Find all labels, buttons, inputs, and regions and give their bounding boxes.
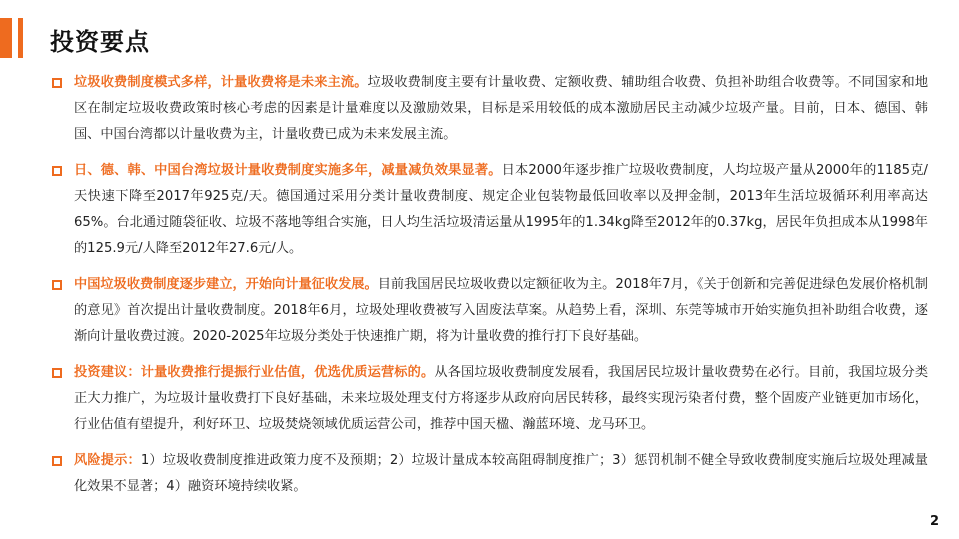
bullet-headline: 日、德、韩、中国台湾垃圾计量收费制度实施多年，减量减负效果显著。 [74,163,502,178]
bullet-headline: 垃圾收费制度模式多样，计量收费将是未来主流。 [74,75,368,90]
square-bullet-icon [52,78,62,88]
page-number: 2 [929,514,939,529]
bullet-item-investment-advice [48,360,928,438]
bullet-item-china-progress [48,272,928,350]
title-accent-bar-thin [18,18,23,58]
square-bullet-icon [52,368,62,378]
square-bullet-icon [52,280,62,290]
bullet-body: 垃圾收费制度主要有计量收费、定额收费、辅助组合收费、负担补助组合收费等。不同国家和地区在制定垃圾收费政策时核心考虑的因素是计量难度以及激励效果，目标是采用较低的成本激励居民主动减少垃圾产量。目前，日本、德国、韩国、中国台湾都以计量收费为主，计量收费已成为未来发展主流。 [74,75,929,142]
bullet-item-fee-models [48,70,928,148]
square-bullet-icon [52,166,62,176]
bullet-item-international-experience [48,158,928,262]
key-points-list [48,70,928,510]
bullet-headline: 中国垃圾收费制度逐步建立，开始向计量征收发展。 [74,277,378,292]
title-accent-bar [0,18,12,58]
bullet-body: 1）垃圾收费制度推进政策力度不及预期；2）垃圾计量成本较高阻碍制度推广；3）惩罚机制不健全导致收费制度实施后垃圾处理减量化效果不显著；4）融资环境持续收紧。 [74,453,928,494]
bullet-body: 从各国垃圾收费制度发展看，我国居民垃圾计量收费势在必行。目前，我国垃圾分类正大力推广，为垃圾计量收费打下良好基础，未来垃圾处理支付方将逐步从政府向居民转移，最终实现污染者付费，整个固废产业链更加市场化，行业估值有望提升，利好环卫、垃圾焚烧领域优质运营公司，推荐中国天楹、瀚蓝环境、龙马环卫。 [74,365,929,432]
square-bullet-icon [52,456,62,466]
page-title: 投资要点 [50,28,150,56]
bullet-headline: 风险提示： [74,453,141,468]
bullet-body: 日本2000年逐步推广垃圾收费制度，人均垃圾产量从2000年的1185克/天快速下降至2017年925克/天。德国通过采用分类计量收费制度、规定企业包装物最低回收率以及押金制，2013年生活垃圾循环利用率高达65%。台北通过随袋征收、垃圾不落地等组合实施，日人均生活垃圾清运量从1995年的1.34kg降至2012年的0.37kg，居民年负担成本从1998年的125.9元/人降至2012年27.6元/人。 [74,163,928,256]
bullet-headline: 投资建议：计量收费推行提振行业估值，优选优质运营标的。 [74,365,435,380]
bullet-item-risk-warning [48,448,928,500]
bullet-body: 目前我国居民垃圾收费以定额征收为主。2018年7月，《关于创新和完善促进绿色发展价格机制的意见》首次提出计量收费制度。2018年6月，垃圾处理收费被写入固废法草案。从趋势上看，深圳、东莞等城市开始实施负担补助组合收费，逐渐向计量收费过渡。2020-2025年垃圾分类处于快速推广期，将为计量收费的推行打下良好基础。 [74,277,928,344]
